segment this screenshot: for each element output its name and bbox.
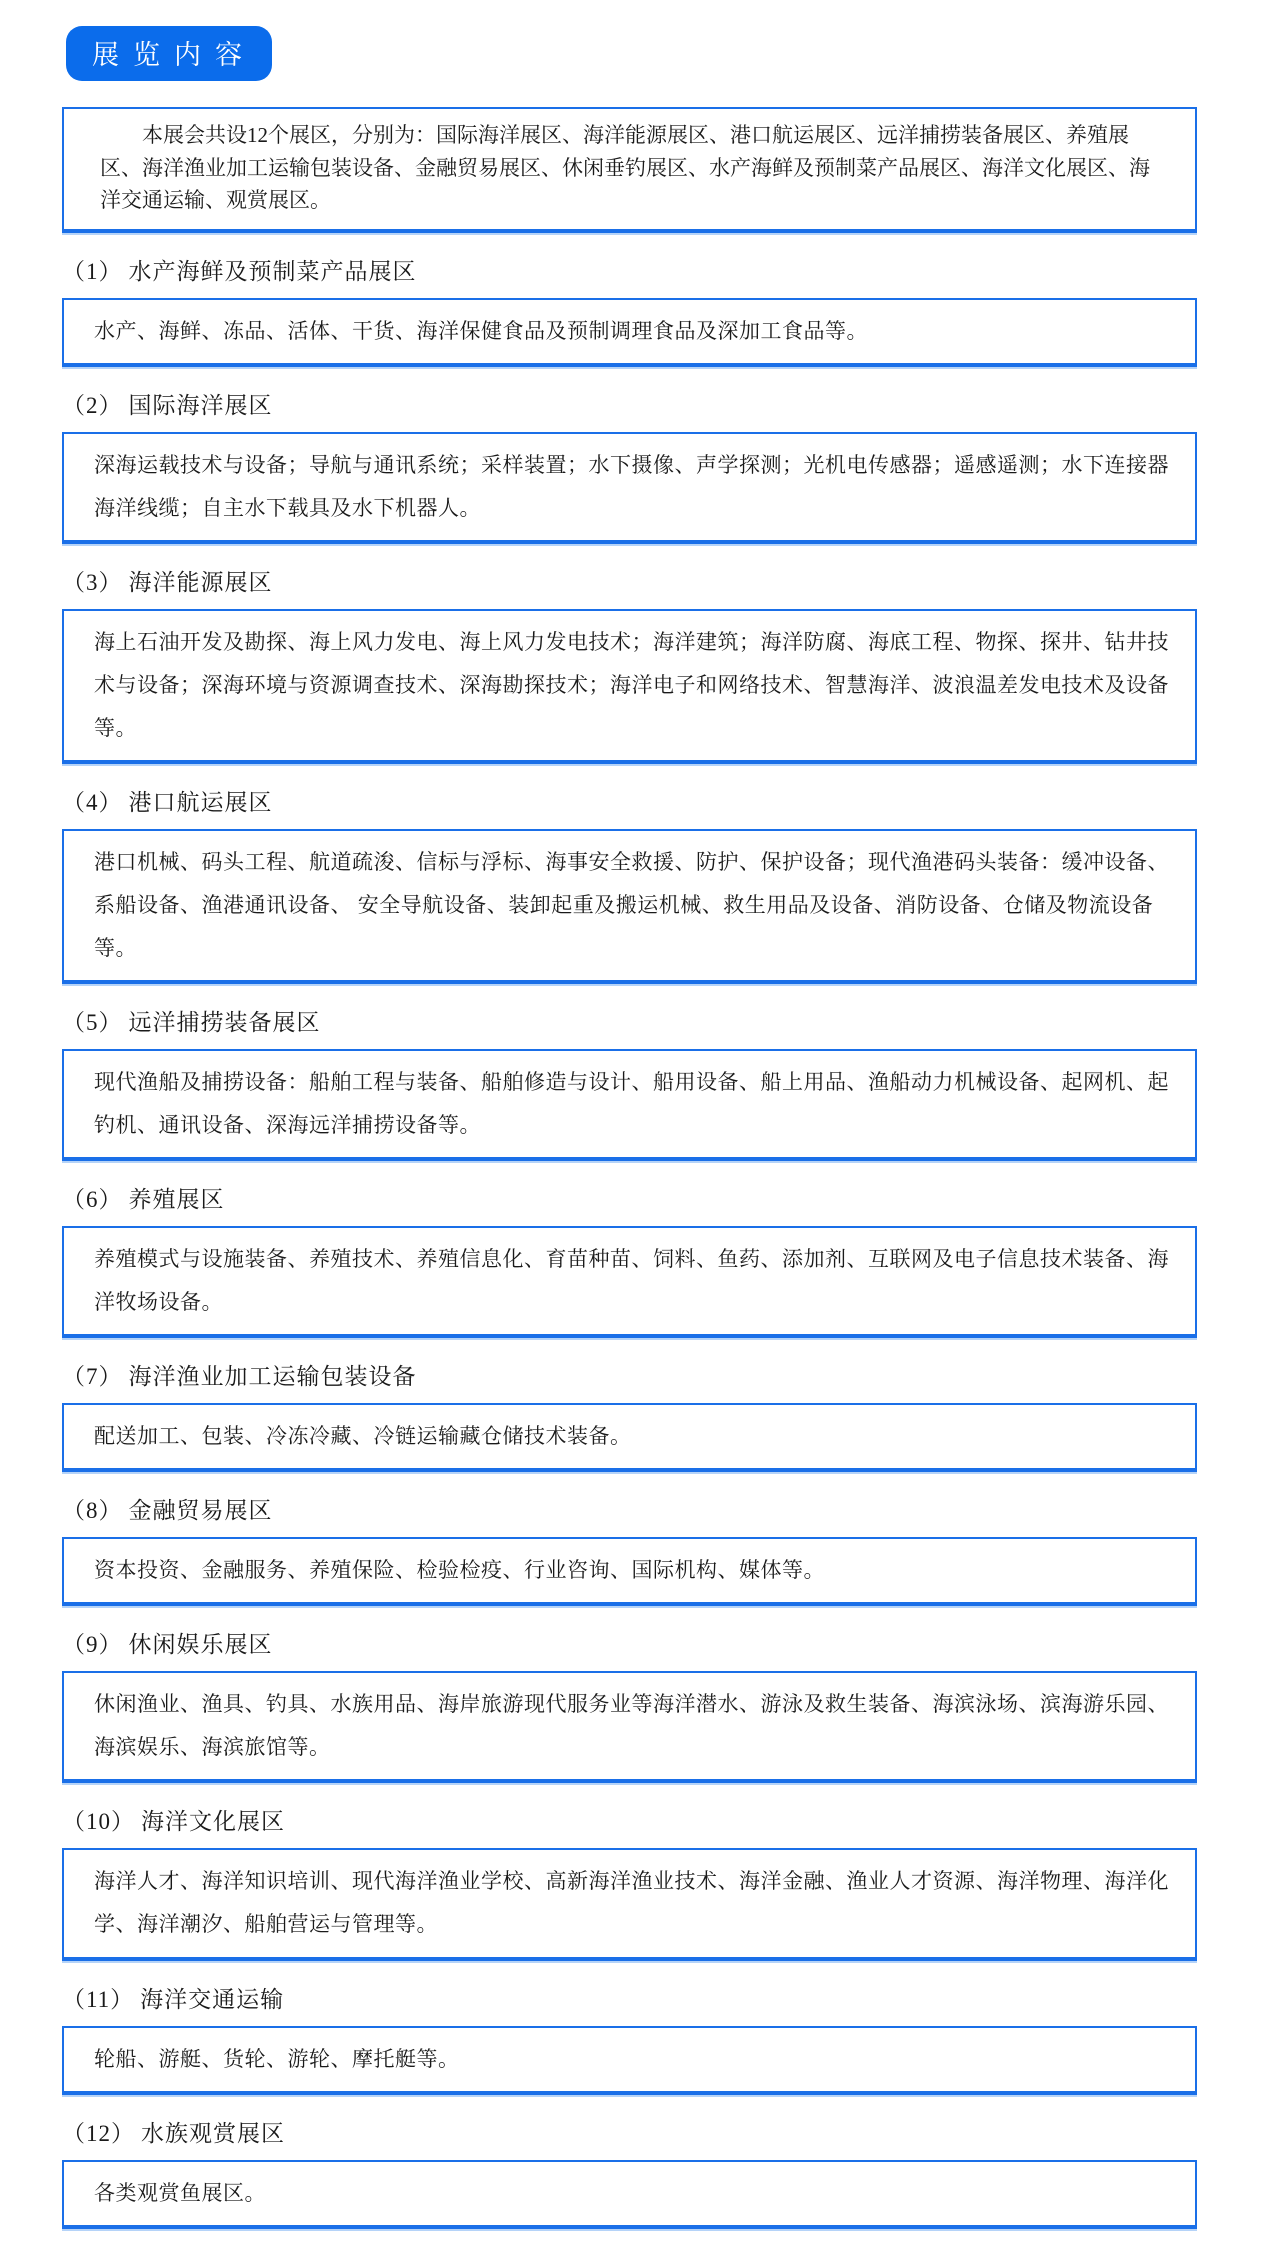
section-heading xyxy=(62,564,1197,597)
section-content: 港口机械、码头工程、航道疏浚、信标与浮标、海事安全救援、防护、保护设备；现代渔港码头装备：缓冲设备、系船设备、渔港通讯设备、 安全导航设备、装卸起重及搬运机械、救生用品及设备、消防设备、仓储及物流设备等。 xyxy=(94,849,1169,961)
section-number: （9） xyxy=(62,1632,123,1658)
section-box xyxy=(62,1403,1197,1472)
section-heading xyxy=(62,387,1197,420)
exhibition-section xyxy=(60,1803,1197,1960)
exhibition-section xyxy=(60,1004,1197,1161)
section-heading xyxy=(62,253,1197,286)
exhibition-section xyxy=(60,1492,1197,1606)
sections-list xyxy=(60,253,1197,2229)
exhibition-section xyxy=(60,1358,1197,1472)
section-box xyxy=(62,2026,1197,2095)
section-number: （5） xyxy=(62,1010,123,1036)
section-number: （11） xyxy=(62,1986,135,2012)
page-title-badge: 展览内容 xyxy=(66,26,272,81)
section-box xyxy=(62,2160,1197,2229)
section-title: 海洋交通运输 xyxy=(140,1986,285,2012)
section-title: 金融贸易展区 xyxy=(128,1498,273,1524)
section-number: （12） xyxy=(62,2120,135,2146)
section-title: 海洋渔业加工运输包装设备 xyxy=(128,1364,417,1390)
section-number: （2） xyxy=(62,392,123,418)
section-box xyxy=(62,829,1197,984)
section-title: 国际海洋展区 xyxy=(128,392,273,418)
section-content: 资本投资、金融服务、养殖保险、检验检疫、行业咨询、国际机构、媒体等。 xyxy=(94,1558,825,1583)
section-number: （1） xyxy=(62,258,123,284)
section-heading xyxy=(62,1492,1197,1525)
section-heading xyxy=(62,2115,1197,2148)
section-title: 养殖展区 xyxy=(128,1187,225,1213)
section-number: （8） xyxy=(62,1498,123,1524)
section-content: 现代渔船及捕捞设备：船舶工程与装备、船舶修造与设计、船用设备、船上用品、渔船动力机械设备、起网机、起钓机、通讯设备、深海远洋捕捞设备等。 xyxy=(94,1070,1169,1138)
section-content: 轮船、游艇、货轮、游轮、摩托艇等。 xyxy=(94,2046,460,2071)
exhibition-section xyxy=(60,1981,1197,2095)
section-title: 海洋能源展区 xyxy=(128,569,273,595)
section-title: 海洋文化展区 xyxy=(141,1809,285,1835)
section-number: （7） xyxy=(62,1364,123,1390)
section-content: 深海运载技术与设备；导航与通讯系统；采样装置；水下摄像、声学探测；光机电传感器；遥感遥测；水下连接器海洋线缆；自主水下载具及水下机器人。 xyxy=(94,452,1169,520)
section-heading xyxy=(62,1181,1197,1214)
exhibition-section xyxy=(60,1181,1197,1338)
section-heading xyxy=(62,1358,1197,1391)
section-content: 水产、海鲜、冻品、活体、干货、海洋保健食品及预制调理食品及深加工食品等。 xyxy=(94,318,868,343)
section-title: 远洋捕捞装备展区 xyxy=(128,1010,321,1036)
section-title: 水族观赏展区 xyxy=(141,2120,285,2146)
exhibition-section xyxy=(60,2115,1197,2229)
section-box xyxy=(62,1537,1197,1606)
section-box xyxy=(62,298,1197,367)
section-heading xyxy=(62,784,1197,817)
exhibition-section xyxy=(60,253,1197,367)
section-number: （3） xyxy=(62,569,123,595)
section-number: （6） xyxy=(62,1187,123,1213)
section-content: 各类观赏鱼展区。 xyxy=(94,2180,266,2205)
section-heading xyxy=(62,1981,1197,2014)
section-box xyxy=(62,609,1197,764)
section-heading xyxy=(62,1626,1197,1659)
section-box xyxy=(62,1848,1197,1960)
section-content: 海洋人才、海洋知识培训、现代海洋渔业学校、高新海洋渔业技术、海洋金融、渔业人才资源、海洋物理、海洋化学、海洋潮汐、船舶营运与管理等。 xyxy=(94,1869,1169,1937)
section-content: 养殖模式与设施装备、养殖技术、养殖信息化、育苗种苗、饲料、鱼药、添加剂、互联网及电子信息技术装备、海洋牧场设备。 xyxy=(94,1247,1169,1315)
section-heading xyxy=(62,1803,1197,1836)
section-number: （10） xyxy=(62,1809,135,1835)
section-title: 水产海鲜及预制菜产品展区 xyxy=(128,258,417,284)
exhibition-section xyxy=(60,784,1197,984)
exhibition-section xyxy=(60,564,1197,764)
section-box xyxy=(62,1049,1197,1161)
intro-box xyxy=(62,107,1197,233)
section-number: （4） xyxy=(62,789,123,815)
section-box xyxy=(62,1226,1197,1338)
section-heading xyxy=(62,1004,1197,1037)
exhibition-section xyxy=(60,1626,1197,1783)
section-title: 港口航运展区 xyxy=(128,789,273,815)
section-title: 休闲娱乐展区 xyxy=(128,1632,273,1658)
intro-paragraph: 本展会共设12个展区，分别为：国际海洋展区、海洋能源展区、港口航运展区、远洋捕捞装备展区、养殖展区、海洋渔业加工运输包装设备、金融贸易展区、休闲垂钓展区、水产海鲜及预制菜产品展区、海洋文化展区、海洋交通运输、观赏展区。 xyxy=(100,123,1150,213)
section-content: 海上石油开发及勘探、海上风力发电、海上风力发电技术；海洋建筑；海洋防腐、海底工程、物探、探井、钻井技术与设备；深海环境与资源调查技术、深海勘探技术；海洋电子和网络技术、智慧海洋、波浪温差发电技术及设备等。 xyxy=(94,629,1169,740)
section-content: 配送加工、包装、冷冻冷藏、冷链运输藏仓储技术装备。 xyxy=(94,1424,632,1449)
section-content: 休闲渔业、渔具、钓具、水族用品、海岸旅游现代服务业等海洋潜水、游泳及救生装备、海滨泳场、滨海游乐园、海滨娱乐、海滨旅馆等。 xyxy=(94,1692,1169,1760)
exhibition-section xyxy=(60,387,1197,544)
section-box xyxy=(62,1671,1197,1783)
section-box xyxy=(62,432,1197,544)
